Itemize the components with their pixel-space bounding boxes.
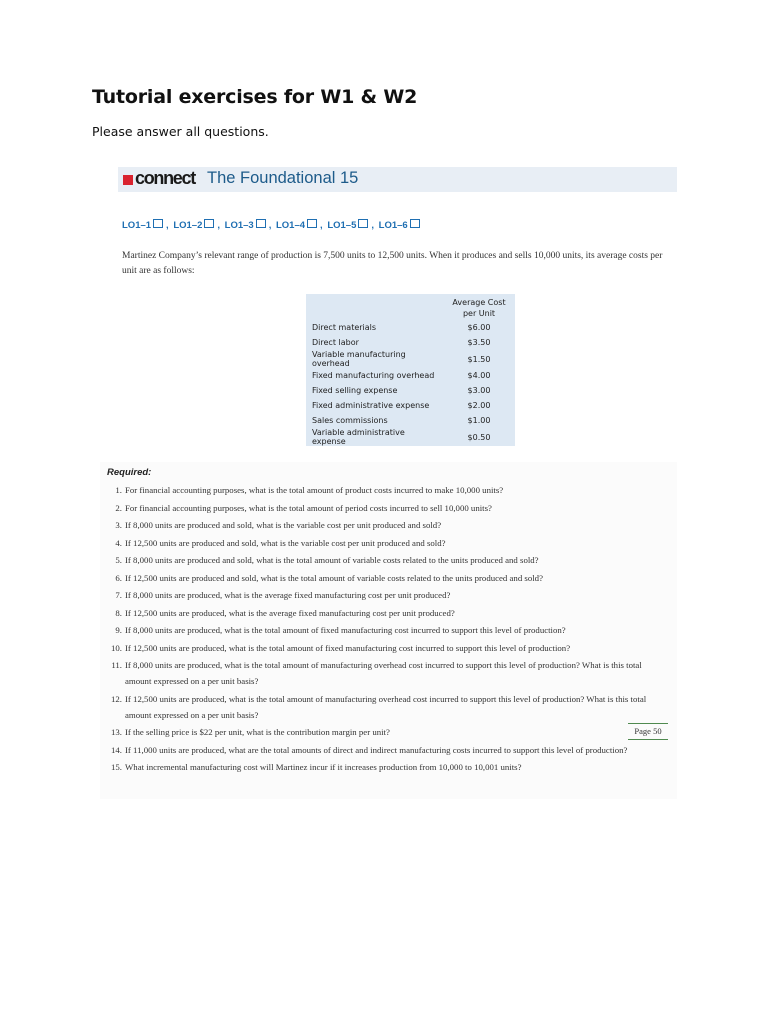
cost-table-header — [443, 294, 515, 320]
lo-label: LO1–6 — [378, 220, 408, 231]
external-link-icon — [256, 219, 266, 228]
question-number: 13. — [111, 727, 122, 737]
question-number: 11. — [111, 660, 122, 670]
cost-value: $4.00 — [467, 371, 491, 380]
lo-separator: , — [268, 220, 272, 231]
cost-value: $0.50 — [467, 432, 491, 442]
question-item — [104, 724, 664, 740]
question-text: If 12,500 units are produced, what is the average fixed manufacturing cost per unit produced? — [125, 607, 455, 618]
connect-logo-text: connect — [135, 168, 195, 188]
table-row — [306, 398, 515, 413]
banner-title: The Foundational 15 — [207, 169, 359, 187]
cost-item: Fixed selling expense — [312, 386, 398, 395]
question-text: For financial accounting purposes, what is the total amount of period costs incurred to sell 10,000 units? — [125, 502, 492, 513]
question-item — [104, 517, 664, 533]
external-link-icon — [204, 219, 214, 228]
question-item — [104, 552, 664, 568]
external-link-icon — [410, 219, 420, 228]
question-text: For financial accounting purposes, what is the total amount of product costs incurred to make 10,000 units? — [125, 485, 504, 495]
question-item — [104, 535, 664, 551]
cost-item: Variable manufacturing overhead — [312, 350, 406, 368]
question-text: If 8,000 units are produced and sold, what is the variable cost per unit produced and sold? — [125, 520, 442, 530]
lo-label: LO1–3 — [224, 220, 254, 231]
required-label: Required: — [107, 467, 152, 478]
header-line-1: Average Cost — [452, 298, 506, 307]
question-item — [104, 742, 664, 758]
question-item — [104, 570, 664, 586]
cost-value: $3.00 — [467, 386, 491, 395]
table-row — [306, 428, 515, 446]
question-text: If 12,500 units are produced, what is the total amount of manufacturing overhead cost incurred to support this level of production? What is this total amount expressed on a per unit basis? — [125, 693, 647, 720]
question-number: 4. — [115, 537, 122, 548]
page-title: Tutorial exercises for W1 & W2 — [92, 86, 418, 108]
question-number: 15. — [111, 762, 122, 772]
question-text: If 12,500 units are produced and sold, what is the variable cost per unit produced and sold? — [125, 537, 446, 548]
question-text: If the selling price is $22 per unit, what is the contribution margin per unit? — [125, 727, 390, 737]
lo-link-1-2[interactable] — [173, 220, 216, 231]
header-line-2: per Unit — [462, 309, 496, 318]
question-text: If 8,000 units are produced and sold, what is the total amount of variable costs related to the units produced and sold? — [125, 555, 539, 565]
external-link-icon — [307, 219, 317, 228]
question-number: 2. — [115, 502, 122, 513]
cost-item: Direct labor — [312, 338, 359, 347]
cost-item: Sales commissions — [312, 416, 388, 425]
lo-separator: , — [217, 220, 221, 231]
question-number: 5. — [115, 555, 122, 565]
question-item — [104, 622, 664, 638]
learning-objective-links — [122, 219, 422, 231]
table-row — [306, 413, 515, 428]
cost-value: $3.50 — [467, 338, 491, 347]
intro-text: Please answer all questions. — [92, 124, 269, 139]
lo-link-1-6[interactable] — [379, 220, 422, 231]
cost-table-corner — [306, 294, 443, 320]
question-item — [104, 500, 664, 516]
cost-item: Fixed manufacturing overhead — [312, 371, 435, 380]
lo-label: LO1–1 — [122, 220, 152, 231]
question-number: 14. — [111, 744, 122, 755]
table-row — [306, 368, 515, 383]
question-text: If 12,500 units are produced and sold, what is the total amount of variable costs related to the units produced and sold? — [125, 572, 543, 583]
lo-separator: , — [371, 220, 374, 231]
question-item — [104, 605, 664, 621]
question-number: 9. — [115, 625, 122, 635]
question-item — [104, 482, 664, 498]
lo-label: LO1–5 — [327, 220, 357, 231]
cost-item: Direct materials — [312, 323, 377, 332]
cost-item: Variable administrative expense — [312, 428, 405, 446]
question-item — [104, 657, 664, 689]
cost-value: $1.00 — [467, 416, 491, 425]
question-text: If 8,000 units are produced, what is the total amount of manufacturing overhead cost incurred to support this level of production? What is this total amount expressed on a per unit basis? — [125, 660, 642, 686]
question-text: If 12,500 units are produced, what is the total amount of fixed manufacturing cost incurred to support this level of production? — [125, 642, 571, 653]
table-row — [306, 350, 515, 368]
table-row — [306, 383, 515, 398]
question-number: 8. — [115, 607, 122, 618]
question-text: If 8,000 units are produced, what is the total amount of fixed manufacturing cost incurred to support this level of production? — [125, 625, 566, 635]
cost-item: Fixed administrative expense — [312, 401, 430, 410]
cost-table-header-row — [306, 294, 515, 320]
page-number-marker: Page 50 — [628, 723, 668, 740]
external-link-icon — [358, 219, 368, 228]
connect-banner — [118, 167, 677, 192]
question-item — [104, 640, 664, 656]
lo-label: LO1–4 — [275, 220, 306, 231]
table-row — [306, 335, 515, 350]
question-number: 3. — [115, 520, 122, 530]
table-row — [306, 320, 515, 335]
question-text: What incremental manufacturing cost will Martinez incur if it increases production from 10,000 to 10,001 units? — [125, 762, 522, 772]
lo-link-1-1[interactable] — [122, 220, 165, 231]
question-number: 6. — [115, 572, 122, 583]
question-item — [104, 587, 664, 603]
lo-link-1-4[interactable] — [276, 220, 319, 231]
question-number: 10. — [111, 642, 122, 653]
lo-separator: , — [320, 220, 323, 231]
lo-link-1-3[interactable] — [225, 220, 268, 231]
connect-logo-icon — [123, 175, 133, 185]
lo-link-1-5[interactable] — [327, 220, 370, 231]
lo-label: LO1–2 — [173, 220, 203, 231]
question-item — [104, 691, 664, 723]
external-link-icon — [153, 219, 163, 228]
question-number: 12. — [111, 693, 122, 704]
question-number: 1. — [115, 485, 122, 495]
question-text: If 8,000 units are produced, what is the average fixed manufacturing cost per unit produced? — [125, 590, 451, 600]
cost-value: $2.00 — [467, 401, 491, 410]
question-item — [104, 759, 664, 775]
lo-separator: , — [166, 220, 169, 231]
cost-value: $1.50 — [467, 354, 491, 364]
cost-table — [306, 294, 515, 446]
problem-paragraph: Martinez Company’s relevant range of production is 7,500 units to 12,500 units. When it produces and sells 10,000 units, its average costs per unit are as follows: — [122, 251, 663, 276]
question-text: If 11,000 units are produced, what are the total amounts of direct and indirect manufacturing costs incurred to support this level of production? — [125, 744, 628, 755]
question-number: 7. — [115, 590, 122, 600]
question-list — [104, 482, 664, 777]
cost-value: $6.00 — [467, 323, 491, 332]
